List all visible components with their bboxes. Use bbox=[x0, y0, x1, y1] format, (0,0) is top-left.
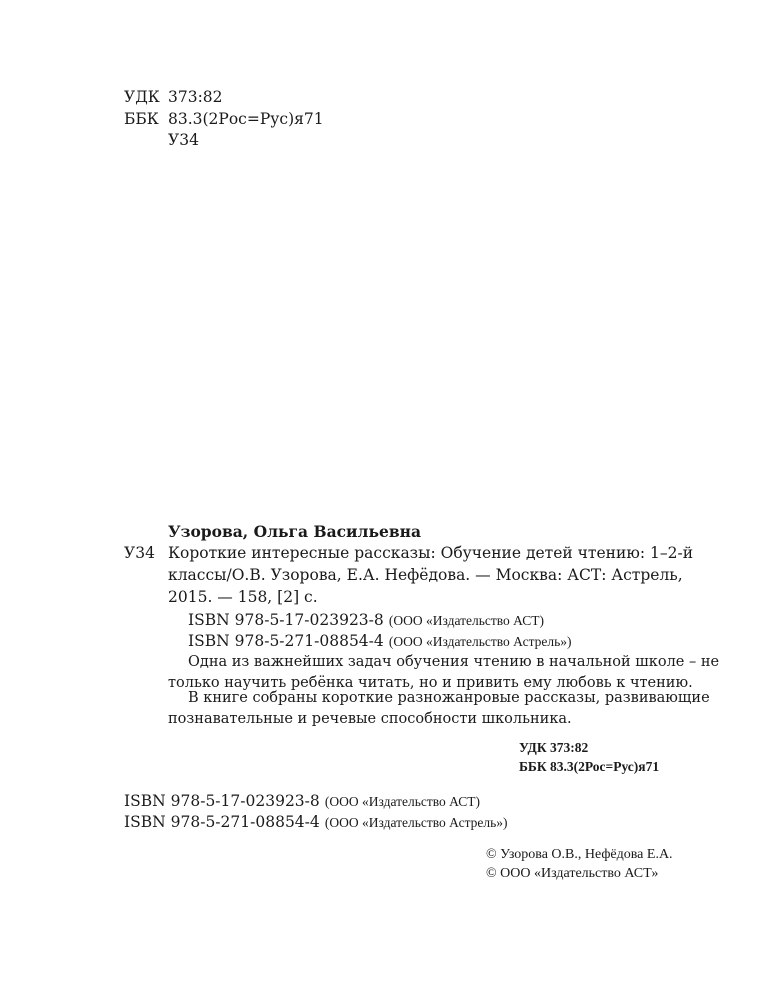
annotation-line-2: только научить ребёнка читать, но и привить ему любовь к чтению. bbox=[168, 675, 693, 691]
annotation-line-4: познавательные и речевые способности школьника. bbox=[168, 711, 572, 727]
card-udk: УДК 373:82 bbox=[519, 740, 589, 755]
card-isbn-1 bbox=[188, 610, 544, 629]
card-title-line-3: 2015. — 158, [2] с. bbox=[168, 588, 318, 606]
annotation-line-3: В книге собраны короткие разножанровые рассказы, развивающие bbox=[188, 690, 710, 706]
copyright-publisher: © ООО «Издательство АСТ» bbox=[486, 866, 659, 881]
isbn-2-number: ISBN 978-5-271-08854-4 bbox=[124, 813, 320, 831]
udk-line bbox=[124, 88, 223, 106]
card-title-line-2: классы/О.В. Узорова, Е.А. Нефёдова. — Москва: АСТ: Астрель, bbox=[168, 566, 683, 584]
copyright-authors: © Узорова О.В., Нефёдова Е.А. bbox=[486, 847, 673, 862]
card-isbn-2-number: ISBN 978-5-271-08854-4 bbox=[188, 632, 384, 650]
bbk-line bbox=[124, 110, 324, 128]
isbn-2-publisher: (ООО «Издательство Астрель») bbox=[324, 815, 508, 830]
card-isbn-1-number: ISBN 978-5-17-023923-8 bbox=[188, 611, 384, 629]
udk-value: 373:82 bbox=[168, 88, 223, 106]
isbn-1 bbox=[124, 791, 480, 810]
card-isbn-2 bbox=[188, 631, 572, 650]
card-title-line-1: Короткие интересные рассказы: Обучение детей чтению: 1–2-й bbox=[168, 544, 694, 562]
isbn-1-number: ISBN 978-5-17-023923-8 bbox=[124, 792, 320, 810]
annotation-line-1: Одна из важнейших задач обучения чтению в начальной школе – не bbox=[188, 654, 720, 670]
bbk-label: ББК bbox=[124, 110, 159, 128]
card-author: Узорова, Ольга Васильевна bbox=[168, 522, 422, 541]
card-isbn-2-publisher: (ООО «Издательство Астрель») bbox=[388, 634, 572, 649]
card-isbn-1-publisher: (ООО «Издательство АСТ) bbox=[388, 613, 544, 628]
author-mark-top: У34 bbox=[168, 131, 199, 149]
udk-label: УДК bbox=[124, 88, 160, 106]
card-author-mark: У34 bbox=[124, 544, 155, 562]
isbn-2 bbox=[124, 812, 508, 831]
bbk-value: 83.3(2Рос=Рус)я71 bbox=[168, 110, 324, 128]
card-bbk: ББК 83.3(2Рос=Рус)я71 bbox=[519, 759, 660, 774]
isbn-1-publisher: (ООО «Издательство АСТ) bbox=[324, 794, 480, 809]
